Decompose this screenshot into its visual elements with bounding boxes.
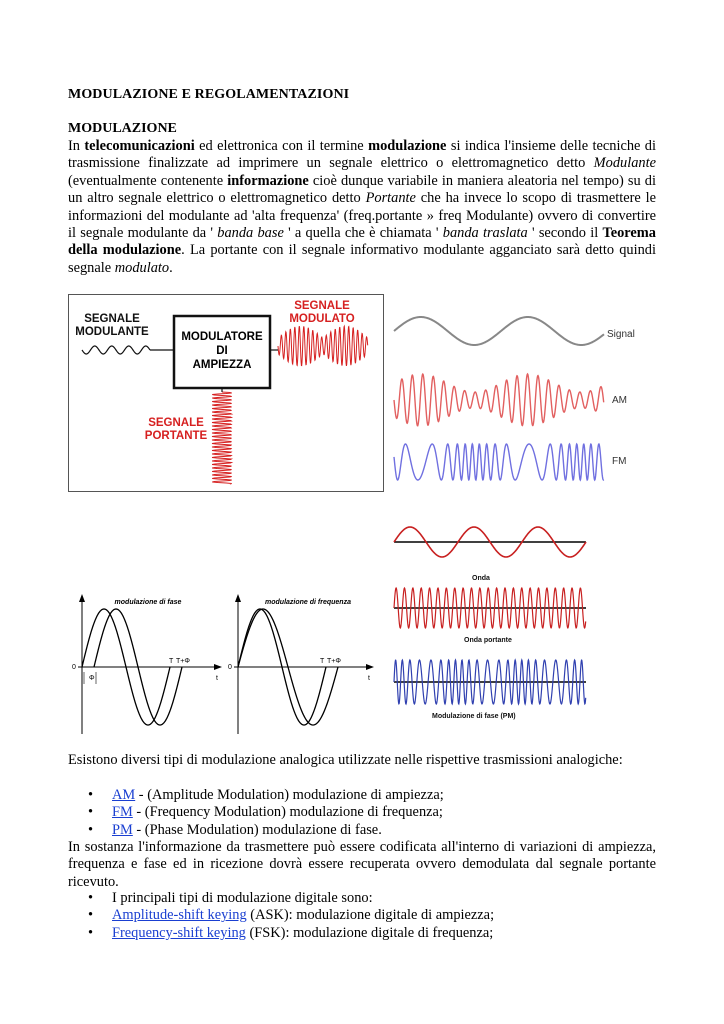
intro-segment: ed elettronica con il termine xyxy=(194,138,369,154)
fm-label: FM xyxy=(612,456,627,467)
intro-segment: cioè dunque variabile in maniera aleatoria nel tempo) su di un altro segnale elettrico o elettromagnetico detto xyxy=(68,172,656,207)
intro-segment: In xyxy=(68,138,85,154)
list-item xyxy=(68,822,656,839)
list-item xyxy=(68,804,656,821)
bullet-icon: • xyxy=(88,924,94,941)
intro-segment: banda base xyxy=(217,225,284,242)
modulator-label-2: DI xyxy=(216,345,228,357)
am-block-diagram xyxy=(68,294,384,492)
list-item-link[interactable]: PM xyxy=(112,821,133,838)
phase-zero: 0 xyxy=(72,664,76,671)
pm-figure xyxy=(392,522,590,722)
list-item xyxy=(68,907,656,924)
am-label: AM xyxy=(612,395,627,406)
freq-T: T xyxy=(320,658,325,665)
bullet-icon: • xyxy=(88,907,94,924)
list-item-link[interactable]: Amplitude-shift keying xyxy=(112,907,247,924)
output-label-1: SEGNALE xyxy=(294,300,350,312)
list-item-text: (FSK): modulazione digitale di frequenza; xyxy=(245,924,494,941)
intro-paragraph xyxy=(68,138,656,277)
intro-segment: Teorema della modulazione xyxy=(68,225,656,259)
freq-title: modulazione di frequenza xyxy=(265,599,351,606)
list-item xyxy=(68,925,656,942)
intro-segment: Modulante xyxy=(593,155,656,172)
list-item-text: (ASK): modulazione digitale di ampiezza; xyxy=(246,907,495,924)
intro-segment: banda traslata xyxy=(442,225,528,242)
phase-title: modulazione di fase xyxy=(114,599,182,606)
phase-T-phi: T+Φ xyxy=(176,658,190,665)
analog-intro: Esistono diversi tipi di modulazione analogica utilizzate nelle rispettive trasmissioni analogiche: xyxy=(68,752,623,768)
signal-label: Signal xyxy=(607,329,635,340)
pm-label: Modulazione di fase (PM) xyxy=(432,713,516,720)
carrier-label-2: PORTANTE xyxy=(144,430,208,442)
analog-list xyxy=(68,787,656,839)
modulator-label-3: AMPIEZZA xyxy=(192,359,252,371)
signal-wave xyxy=(394,317,604,345)
signal-mod-line2: MODULANTE xyxy=(75,326,149,338)
wave-label: Onda xyxy=(472,575,490,582)
list-item-link[interactable]: FM xyxy=(112,804,133,821)
phase-frequency-figure xyxy=(68,592,378,737)
phase-T: T xyxy=(169,658,174,665)
intro-segment: ' a quella che è chiamata ' xyxy=(283,225,443,242)
intro-segment: . La portante con il segnale informativo modulante agganciato sarà detto quindi segnale xyxy=(68,242,657,276)
section-heading: MODULAZIONE xyxy=(68,121,177,136)
list-item xyxy=(68,890,656,907)
intro-segment: (eventualmente contenente xyxy=(68,172,228,189)
freq-zero: 0 xyxy=(228,664,232,671)
list-item-text: - (Phase Modulation) modulazione di fase. xyxy=(132,821,382,838)
phase-phi: Φ xyxy=(89,675,95,682)
list-item-text: - (Frequency Modulation) modulazione di frequenza; xyxy=(132,804,443,821)
frequency-panel xyxy=(228,594,374,734)
list-item-text: I principali tipi di modulazione digitale sono: xyxy=(112,890,373,906)
intro-segment: modulato xyxy=(114,259,170,276)
am-wave xyxy=(394,374,604,426)
page-title: MODULAZIONE E REGOLAMENTAZIONI xyxy=(68,87,350,102)
bullet-icon: • xyxy=(88,787,94,803)
list-item-link[interactable]: Frequency-shift keying xyxy=(112,924,246,941)
intro-segment: Portante xyxy=(365,190,416,207)
carrier-signal xyxy=(394,588,586,628)
summary-paragraph: In sostanza l'informazione da trasmettere può essere codificata all'interno di variazioni di ampiezza, frequenza e fase ed in ricezione dovrà essere recuperata ovvero demodulata dal segnale portante ricevuto. xyxy=(68,839,656,890)
intro-segment: ' secondo il xyxy=(527,225,603,242)
freq-t-axis: t xyxy=(368,675,370,682)
intro-segment: . xyxy=(169,259,173,276)
bullet-icon: • xyxy=(88,890,94,906)
modulator-label-1: MODULATORE xyxy=(181,331,263,343)
phase-panel xyxy=(72,594,222,734)
intro-segment: telecomunicazioni xyxy=(84,138,195,154)
intro-segment: che ha invece lo scopo di trasmettere le informazioni del modulante ad 'alta frequenza' (freq.portante » freq Modulante) ovvero di convertire il segnale modulante da ' xyxy=(68,190,657,242)
list-item xyxy=(68,787,656,804)
intro-segment: informazione xyxy=(227,172,309,189)
signal-mod-line1: SEGNALE xyxy=(84,313,140,325)
freq-T-phi: T+Φ xyxy=(327,658,341,665)
carrier-wave-label: Onda portante xyxy=(464,637,512,644)
bullet-icon: • xyxy=(88,804,94,821)
list-item-link[interactable]: AM xyxy=(112,787,136,803)
list-item-text: - (Amplitude Modulation) modulazione di ampiezza; xyxy=(135,787,444,803)
intro-segment: si indica l'insieme delle tecniche di trasmissione finalizzate ad imprimere un segnale elettrico o elettromagnetico detto xyxy=(68,138,657,172)
digital-list xyxy=(68,890,656,942)
carrier-label-1: SEGNALE xyxy=(148,417,204,429)
phase-t-axis: t xyxy=(216,675,218,682)
output-label-2: MODULATO xyxy=(289,313,355,325)
fm-wave xyxy=(394,444,604,480)
signal-am-fm-figure xyxy=(390,296,640,494)
intro-segment: modulazione xyxy=(368,138,447,154)
bullet-icon: • xyxy=(88,821,94,838)
